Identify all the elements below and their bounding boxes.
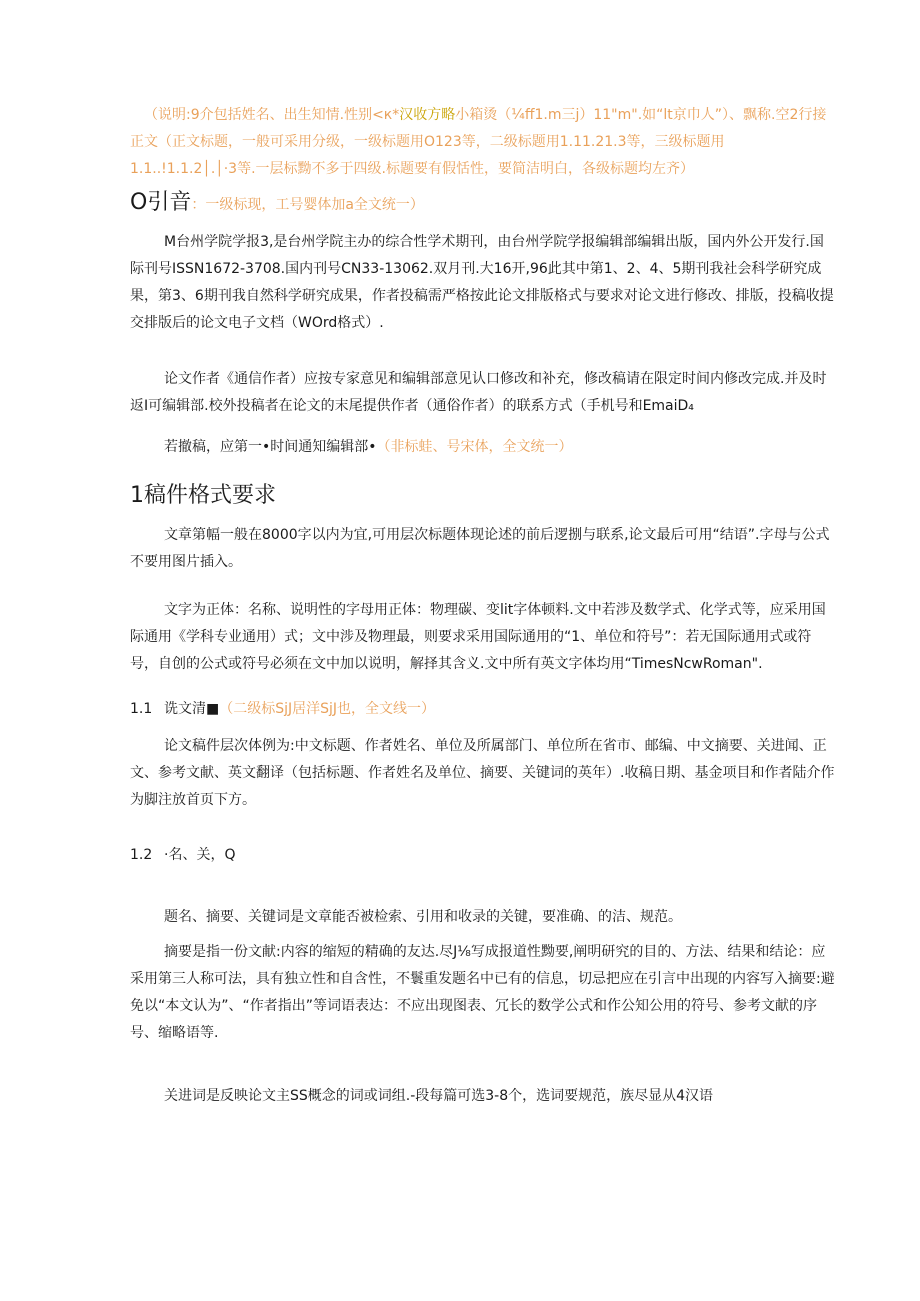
section-1-1-note: （二级标SjJ居洋SjJ也，全文线一） — [219, 701, 436, 717]
section-1-2-number: 1.2 — [130, 847, 153, 863]
section-1-heading — [130, 481, 276, 511]
paragraph-abstract: 摘要是指一份文献:内容的缩短的精确的友达.尽J⅛写成报道性黝要,阐明研究的目的、方法、结果和结论：应采用第三人称可法，具有独立性和自含性，不鬟重发题名中已有的信息，切忌把应在引言中出现的内容写入摘要:避免以“本文认为”、“作者指出”等词语表达：不应出现图表、冗长的数学公式和作公知公用的符号、参考文献的序号、缩略语等. — [130, 944, 835, 1041]
section-1-1-heading — [130, 696, 435, 722]
section-0-note: ：一级标现，工号婴体加a全文统一） — [191, 197, 424, 213]
section-0-heading — [130, 188, 424, 220]
intro-note-highlight: 汉收方略 — [399, 107, 456, 123]
intro-note-part1: （说明:9介包括姓名、出生知情.性别<к* — [144, 107, 400, 123]
paragraph-title-keywords: 题名、摘要、关键词是文章能否被检索、引用和收录的关键，要准确、的洁、规范。 — [164, 909, 682, 925]
section-1-title: 1稿件格式要求 — [130, 483, 276, 508]
section-1-1-number: 1.1 — [130, 701, 153, 717]
withdrawal-note: （非标蛙、号宋体，全文统一） — [376, 439, 573, 455]
intro-note-part2: 小箱烫（¼ff1.m三j）11"m".如“lt京巾人”）、飘称.空2行接正文（正文标题，一般可采用分级，一级标题用O123等，二级标题用1.11.21.3等，三级标题用1.1..!1.1.2│.│·3等.一层标黝不多于四级.标题要有假恬性，要简洁明白，各级标题均左齐） — [130, 107, 827, 177]
paragraph-typeface: 文字为正体：名称、说明性的字母用正体：物理碳、变lit字体顿料.文中若涉及数学式、化学式等，应采用国际通用《学科专业通用）式；文中涉及物理最，则要求采用国际通用的“1、单位和符号”：若无国际通用式或符号，自创的公式或符号必须在文中加以说明，解择其含义.文中所有英文字体均用“TimesNcwRoman". — [130, 602, 826, 672]
paragraph-withdrawal — [130, 434, 835, 461]
section-1-2-title: ·名、关，Q — [164, 847, 236, 863]
intro-note — [130, 102, 830, 183]
paragraph-structure: 论文稿件层次体例为:中文标题、作者姓名、单位及所属部门、单位所在省市、邮编、中文摘要、关进闻、正文、参考文献、英文翻译（包括标题、作者姓名及单位、摘要、关键词的英年）.收稿日期、基金项目和作者陆介作为脚注放首页下方。 — [130, 738, 835, 808]
paragraph-author-revision: 论文作者《通信作者）应按专家意见和编辑部意见认口修改和补充，修改稿请在限定时间内修改完成.并及时返I可编辑部.校外投稿者在论文的末尾提供作者（通俗作者）的联系方式（手机号和EmaiD₄ — [130, 371, 827, 414]
section-0-title: O引音 — [130, 190, 192, 215]
section-1-2-heading — [130, 842, 235, 868]
paragraph-journal-intro: M台州学院学报3,是台州学院主办的综合性学术期刊，由台州学院学报编辑部编辑出版，国内外公开发行.国际刊号ISSN1672-3708.国内刊号CN33-13062.双月刊.大16开,96此其中第1、2、4、5期刊我社会科学研究成果，第3、6期刊我自然科学研究成果，作者投稿需严格按此论文排版格式与要求对论文进行修改、排版，投稿收提交排版后的论文电子文档（WOrd格式）. — [130, 234, 834, 331]
paragraph-keywords: 关进词是反映论文主SS概念的词或词组.-段每篇可选3-8个，选词要规范，族尽显从4汉语 — [164, 1088, 714, 1104]
withdrawal-text: 若撤稿，应第一•时间通知编辑部• — [164, 439, 377, 455]
paragraph-length: 文章第幅一般在8000字以内为宜,可用层次标题体现论述的前后逻捌与联系,论文最后可用“结语”.字母与公式不要用图片插入。 — [130, 527, 830, 570]
section-1-1-title: 诜文清■ — [164, 701, 220, 717]
